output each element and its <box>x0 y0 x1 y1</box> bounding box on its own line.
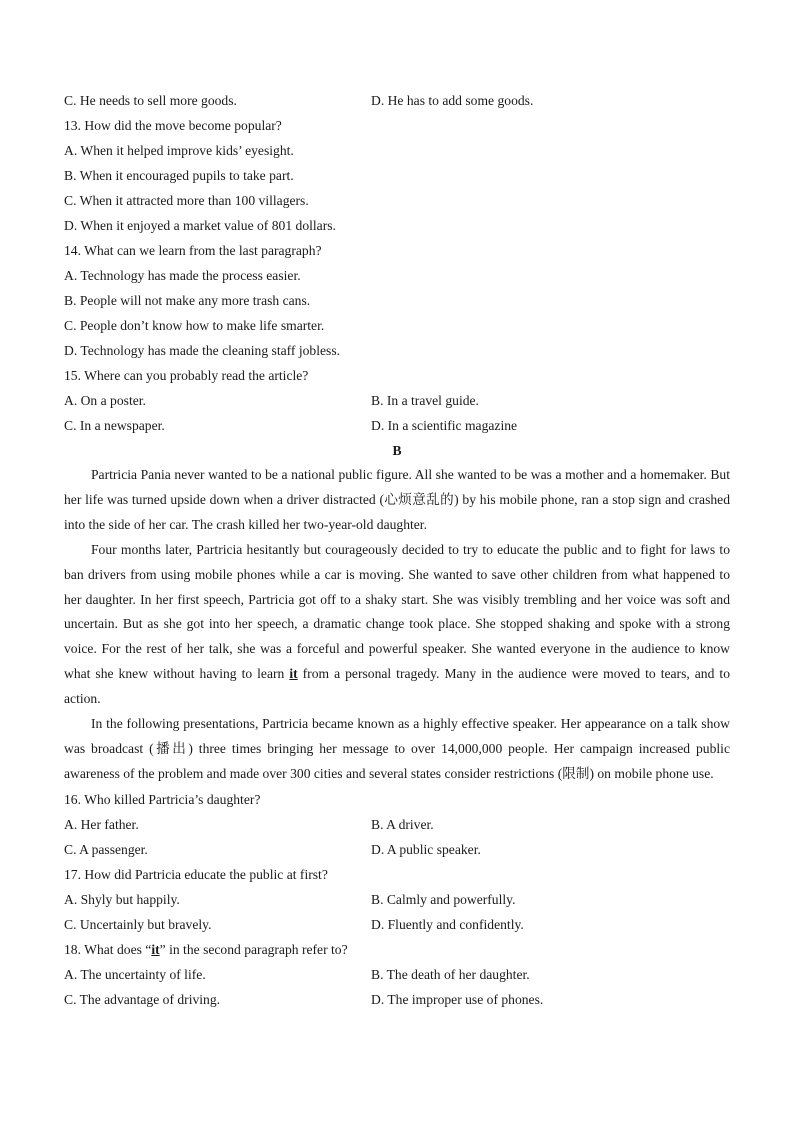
q17-options-row-cd <box>64 912 730 937</box>
q18-option-c: C. The advantage of driving. <box>64 991 221 1007</box>
q17-options-row-ab <box>64 887 730 912</box>
q14-option-d: D. Technology has made the cleaning staff jobless. <box>64 343 341 358</box>
q17-option-d: D. Fluently and confidently. <box>371 916 524 932</box>
q17-option-a: A. Shyly but happily. <box>64 891 180 907</box>
q15-options-row-cd <box>64 413 730 438</box>
q17-question: 17. How did Partricia educate the public at first? <box>64 866 328 882</box>
q14-question: 14. What can we learn from the last paragraph? <box>64 243 322 258</box>
q14-option-a: A. Technology has made the process easier. <box>64 268 301 283</box>
q12-options-row-cd <box>64 88 730 113</box>
passage-paragraph-2-text-before: Four months later, Partricia hesitantly but courageously decided to try to educate the public and to fight for laws to ban drivers from using mobile phones while a car is moving. She wanted to save other children from what happened to her daughter. In her first speech, Partricia got off to a shaky start. She was visibly trembling and her voice was soft and uncertain. But as she got into her speech, a dramatic change took place. She stopped shaking and spoke with a strong voice. For the rest of her talk, she was a forceful and powerful speaker. She wanted everyone in the audience to know what she knew without having to learn <box>64 541 730 682</box>
q12-option-d: D. He has to add some goods. <box>371 93 534 108</box>
passage-paragraph-2 <box>64 538 730 712</box>
q18-question <box>64 937 730 962</box>
q15-question: 15. Where can you probably read the article? <box>64 368 309 383</box>
q16-option-a: A. Her father. <box>64 816 139 832</box>
q17-option-b: B. Calmly and powerfully. <box>371 891 516 907</box>
q15-option-a: A. On a poster. <box>64 393 146 408</box>
q18-options-row-ab <box>64 962 730 987</box>
q17-option-c: C. Uncertainly but bravely. <box>64 916 212 932</box>
q18-option-b: B. The death of her daughter. <box>371 966 530 982</box>
q12-option-c: C. He needs to sell more goods. <box>64 93 237 108</box>
passage-paragraph-1: Partricia Pania never wanted to be a national public figure. All she wanted to be was a mother and a homemaker. But her life was turned upside down when a driver distracted (心烦意乱的) by his mobile phone, ran a stop sign and crashed into the side of her car. The crash killed her two-year-old daughter. <box>64 467 730 532</box>
q15-option-b: B. In a travel guide. <box>371 393 479 408</box>
q16-option-c: C. A passenger. <box>64 841 148 857</box>
q18-options-row-cd <box>64 987 730 1012</box>
q18-option-d: D. The improper use of phones. <box>371 991 544 1007</box>
q18-question-before: 18. What does “ <box>64 941 152 957</box>
passage-paragraph-3: In the following presentations, Partricia became known as a highly effective speaker. Her appearance on a talk show was broadcast (播出) three times bringing her message to over 14,000,000 people. Her campaign increased public awareness of the problem and made over 300 cities and several states consider restrictions (限制) on mobile phone use. <box>64 716 730 781</box>
exam-page <box>64 88 730 1012</box>
q18-option-a: A. The uncertainty of life. <box>64 966 206 982</box>
q13-question: 13. How did the move become popular? <box>64 118 282 133</box>
q13-option-b: B. When it encouraged pupils to take part. <box>64 168 294 183</box>
section-title: B <box>392 443 402 458</box>
q14-option-c: C. People don’t know how to make life smarter. <box>64 318 325 333</box>
q16-option-b: B. A driver. <box>371 816 434 832</box>
q16-options-row-ab <box>64 812 730 837</box>
q15-option-d: D. In a scientific magazine <box>371 418 518 433</box>
q15-options-row-ab <box>64 388 730 413</box>
q15-option-c: C. In a newspaper. <box>64 418 165 433</box>
q14-option-b: B. People will not make any more trash cans. <box>64 293 311 308</box>
passage-underlined-it: it <box>289 666 298 682</box>
q13-option-a: A. When it helped improve kids’ eyesight. <box>64 143 294 158</box>
passage-paragraph-2-text-after: from a personal tragedy. Many in the audience were moved to tears, and to action. <box>64 666 730 707</box>
q16-options-row-cd <box>64 837 730 862</box>
q18-question-underlined-it: it <box>151 941 160 957</box>
q13-option-c: C. When it attracted more than 100 villagers. <box>64 193 309 208</box>
q16-question: 16. Who killed Partricia’s daughter? <box>64 791 261 807</box>
q18-question-after: ” in the second paragraph refer to? <box>159 941 348 957</box>
q13-option-d: D. When it enjoyed a market value of 801 dollars. <box>64 218 336 233</box>
q16-option-d: D. A public speaker. <box>371 841 481 857</box>
